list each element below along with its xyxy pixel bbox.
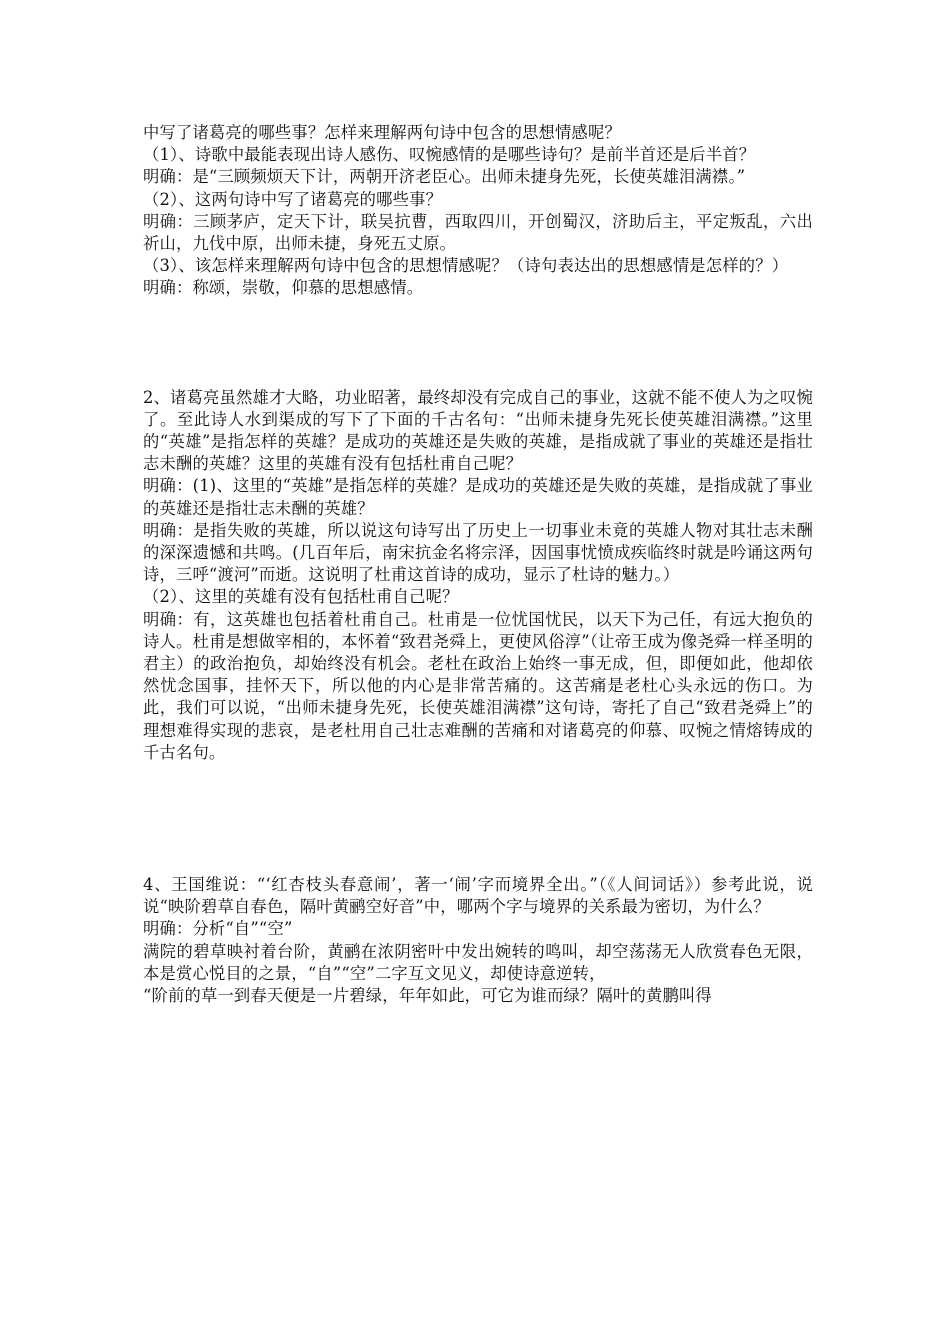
answer-paragraph: 明确：称颂，崇敬，仰慕的思想感情。 bbox=[143, 278, 424, 298]
question-paragraph: （1）、诗歌中最能表现出诗人感伤、叹惋感情的是哪些诗句？是前半首还是后半首？ bbox=[143, 145, 756, 165]
answer-paragraph: 明确：(1)、这里的“英雄”是指怎样的英雄？是成功的英雄还是失败的英雄，是指成就了事业的英雄还是指壮志未酬的英雄？ bbox=[143, 476, 813, 518]
answer-paragraph: 明确：是“三顾频烦天下计，两朝开济老臣心。出师未捷身先死，长使英雄泪满襟。” bbox=[143, 167, 746, 187]
paragraph: “阶前的草一到春天便是一片碧绿，年年如此，可它为谁而绿？隔叶的黄鹏叫得 bbox=[143, 986, 712, 1006]
paragraph: 满院的碧草映衬着台阶，黄鹂在浓阴密叶中发出婉转的鸣叫，却空荡荡无人欣赏春色无限，本是赏心悦目的之景，“自”“空”二字互文见义，却使诗意逆转， bbox=[143, 941, 813, 983]
blank-space bbox=[143, 300, 813, 387]
answer-paragraph: 明确：有，这英雄也包括着杜甫自己。杜甫是一位忧国忧民，以天下为己任，有远大抱负的诗人。杜甫是想做宰相的，本怀着“致君尧舜上，更使风俗淳”（让帝王成为像尧舜一样圣明的君主）的政治抱负，却始终没有机会。老杜在政治上始终一事无成，但，即便如此，他却依然忧念国事，挂怀天下，所以他的内心是非常苦痛的。这苦痛是老杜心头永远的伤口。为此，我们可以说，“出师未捷身先死，长使英雄泪满襟”这句诗，寄托了自己“致君尧舜上”的理想难得实现的悲哀，是老杜用自己壮志难酬的苦痛和对诸葛亮的仰慕、叹惋之情熔铸成的千古名句。 bbox=[143, 609, 813, 762]
blank-space bbox=[143, 764, 813, 874]
answer-paragraph: 明确：三顾茅庐，定天下计，联吴抗曹，西取四川，开创蜀汉，济助后主，平定叛乱，六出祈山，九伐中原，出师未捷，身死五丈原。 bbox=[143, 211, 813, 254]
answer-paragraph: 明确：分析“自”“空” bbox=[143, 919, 293, 939]
question-paragraph: 2、诸葛亮虽然雄才大略，功业昭著，最终却没有完成自己的事业，这就不能不使人为之叹惋了。至此诗人水到渠成的写下了下面的千古名句：“出师未捷身先死长使英雄泪满襟。”这里的“英雄”是指怎样的英雄？是成功的英雄还是失败的英雄，是指成就了事业的英雄还是指壮志未酬的英雄？这里的英雄有没有包括杜甫自己呢？ bbox=[143, 387, 813, 474]
document-body bbox=[143, 122, 813, 1007]
paragraph: 中写了诸葛亮的哪些事？怎样来理解两句诗中包含的思想情感呢？ bbox=[143, 123, 621, 142]
question-paragraph: （2）、这两句诗中写了诸葛亮的哪些事？ bbox=[143, 189, 443, 209]
question-paragraph: （3）、该怎样来理解两句诗中包含的思想情感呢？（诗句表达出的思想感情是怎样的？） bbox=[143, 256, 789, 276]
question-paragraph: 4、王国维说：“‘红杏枝头春意闹’，著一‘闹’字而境界全出。”（《人间词话》）参考此说，说说“映阶碧草自春色，隔叶黄鹂空好音”中，哪两个字与境界的关系最为密切，为什么？ bbox=[143, 875, 813, 917]
answer-paragraph: 明确：是指失败的英雄，所以说这句诗写出了历史上一切事业未竟的英雄人物对其壮志未酬的深深遗憾和共鸣。(几百年后，南宋抗金名将宗泽，因国事忧愤成疾临终时就是吟诵这两句诗，三呼“渡河”而逝。这说明了杜甫这首诗的成功，显示了杜诗的魅力。） bbox=[143, 520, 813, 585]
question-paragraph: （2）、这里的英雄有没有包括杜甫自己呢？ bbox=[143, 587, 459, 607]
